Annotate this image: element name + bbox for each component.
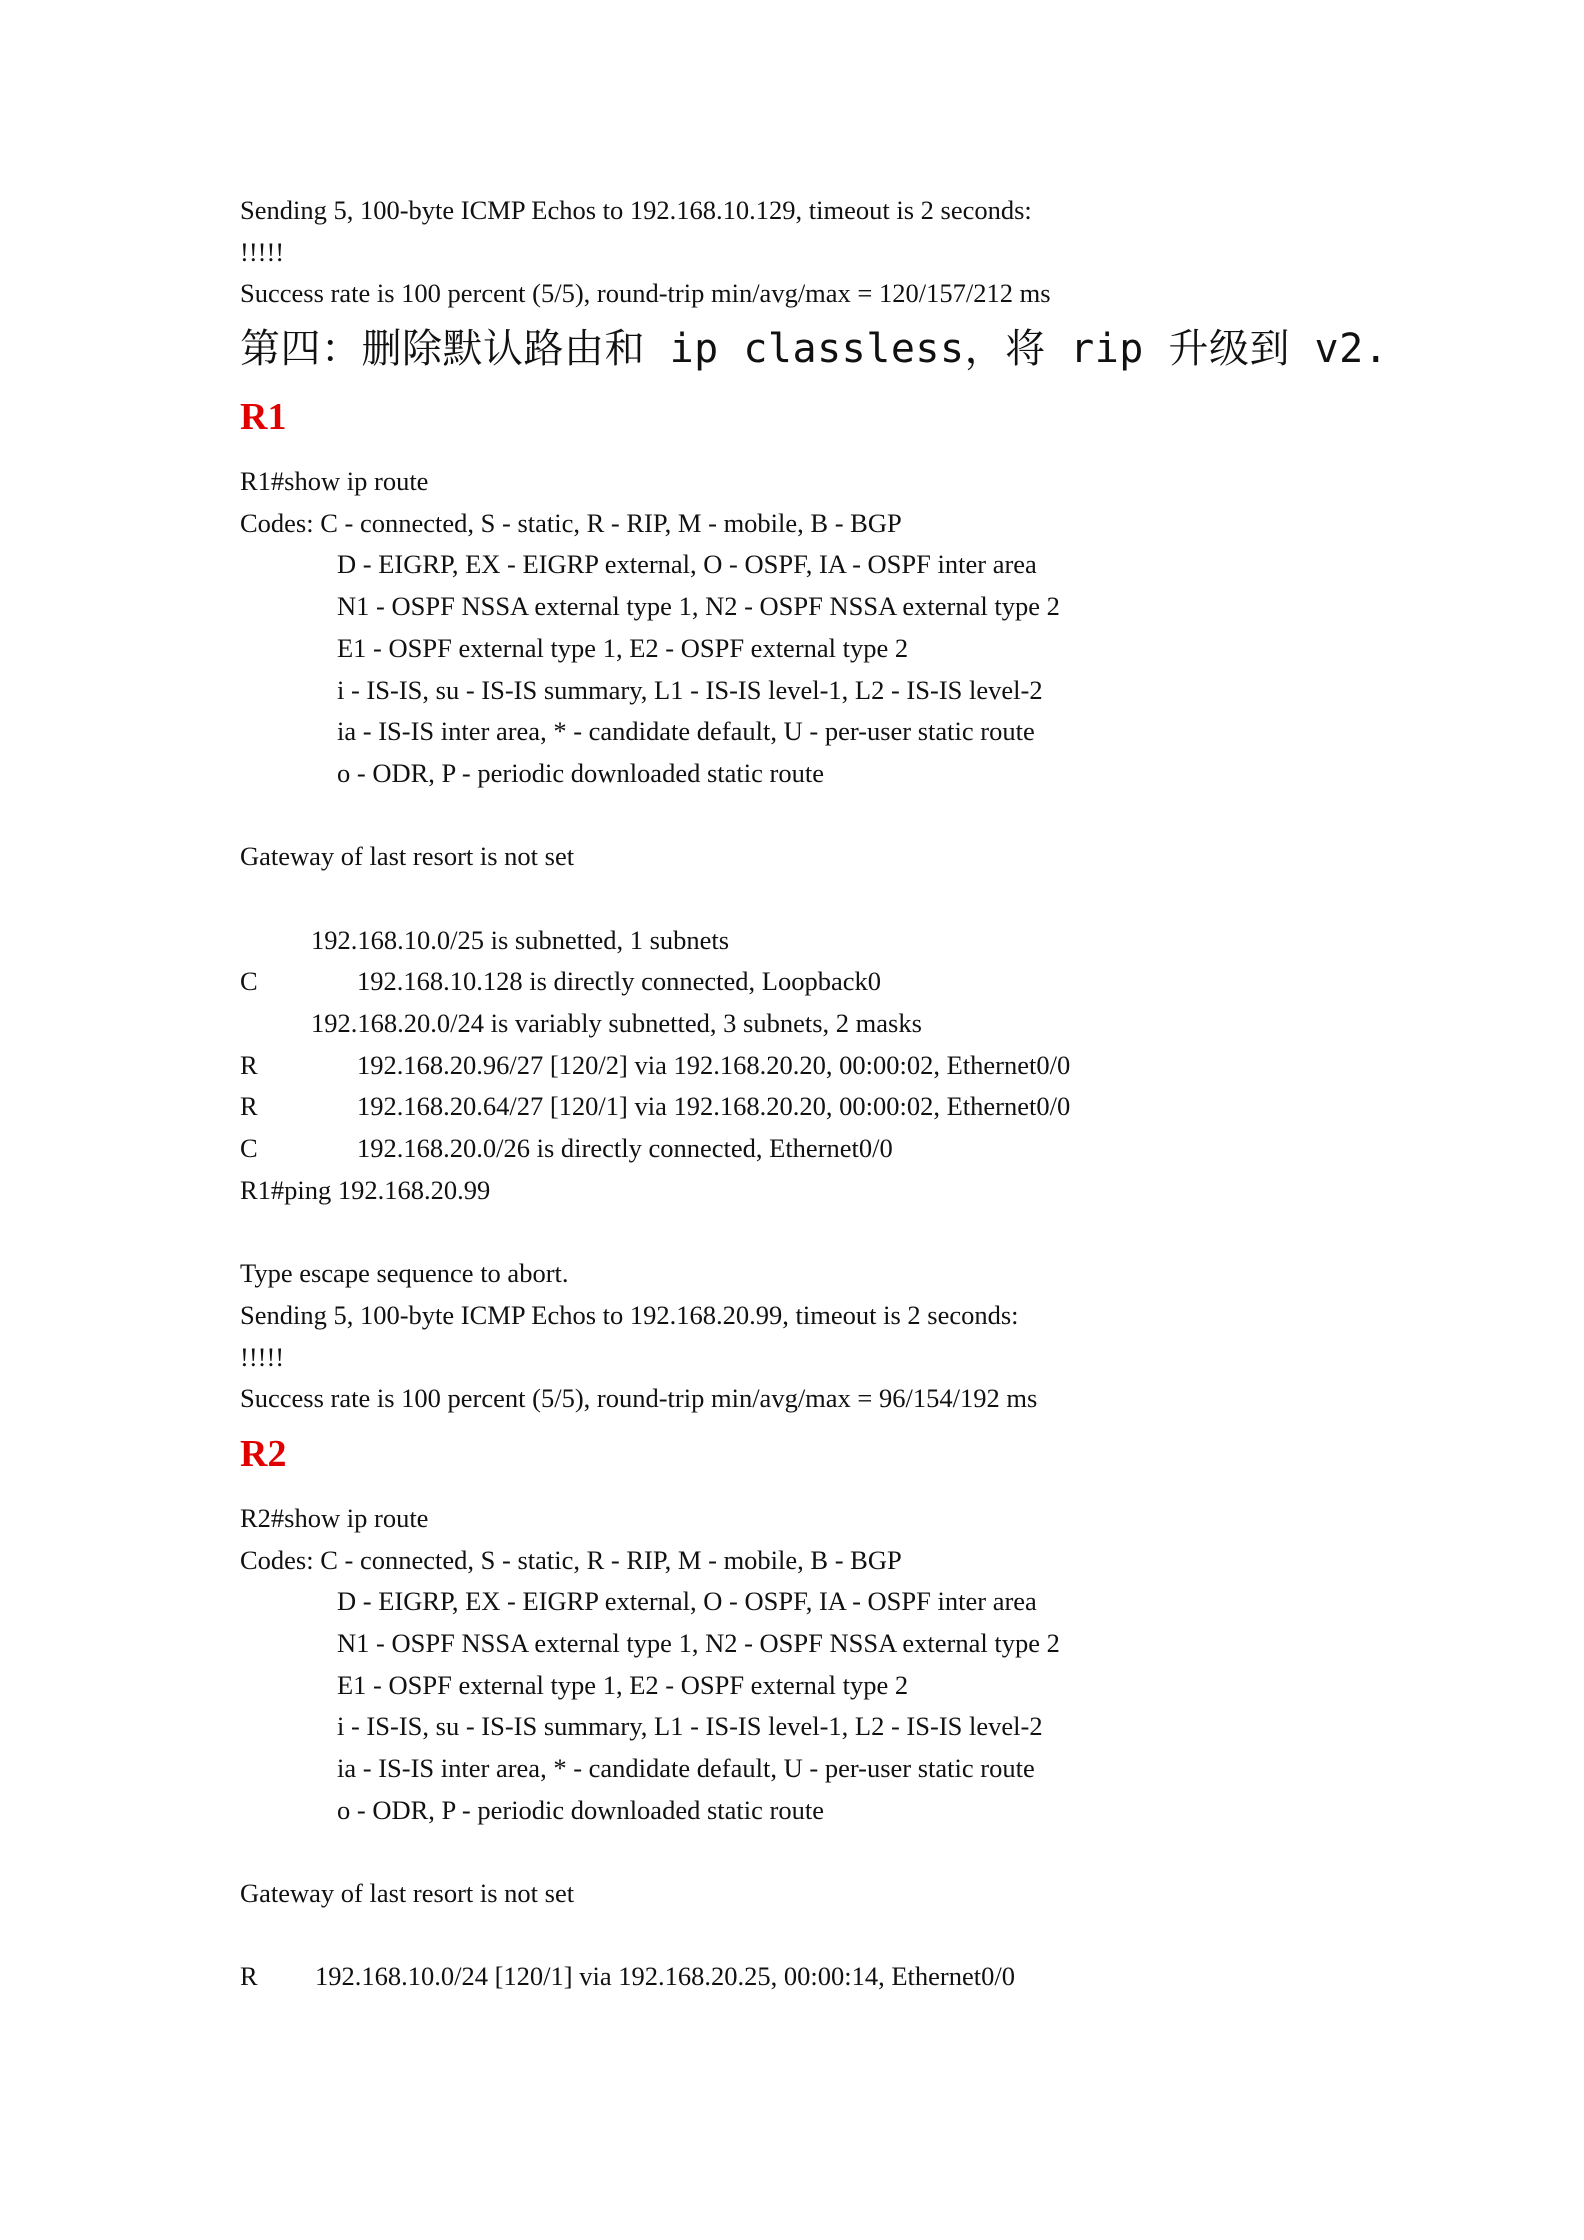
route-text: 192.168.10.0/24 [120/1] via 192.168.20.25, 00:00:14, Ethernet0/0 <box>315 1961 1015 1992</box>
spacer <box>240 878 1490 920</box>
router-title-r1: R1 <box>240 396 287 439</box>
r2-show-command: R2#show ip route <box>240 1502 429 1533</box>
route-code: C <box>240 966 258 997</box>
section-heading: 第四：删除默认路由和 ip classless，将 rip 升级到 v2. <box>240 326 1389 373</box>
router-title-r2: R2 <box>240 1432 287 1475</box>
route-text: 192.168.20.0/26 is directly connected, Ethernet0/0 <box>357 1133 893 1164</box>
route-code: C <box>240 1133 258 1164</box>
route-row <box>240 1956 1490 1998</box>
r2-codes-line: ia - IS-IS inter area, * - candidate default, U - per-user static route <box>337 1753 1035 1783</box>
r1-gateway-line: Gateway of last resort is not set <box>240 841 575 872</box>
r1-codes-line: D - EIGRP, EX - EIGRP external, O - OSPF, IA - OSPF inter area <box>337 549 1037 580</box>
spacer <box>240 795 1490 837</box>
spacer <box>240 1211 1490 1253</box>
r1-codes-line: o - ODR, P - periodic downloaded static route <box>337 757 824 788</box>
r1-codes-line: ia - IS-IS inter area, * - candidate default, U - per-user static route <box>337 716 1035 747</box>
r1-codes-line: Codes: C - connected, S - static, R - RIP, M - mobile, B - BGP <box>240 507 902 538</box>
r1-net2-header: 192.168.20.0/24 is variably subnetted, 3 subnets, 2 masks <box>311 1008 922 1038</box>
document-page <box>240 190 1490 1998</box>
spacer <box>240 1831 1490 1873</box>
route-code: R <box>240 1961 258 1992</box>
r1-ping-line: Sending 5, 100-byte ICMP Echos to 192.168.20.99, timeout is 2 seconds: <box>240 1299 1019 1330</box>
route-text: 192.168.20.64/27 [120/1] via 192.168.20.20, 00:00:02, Ethernet0/0 <box>357 1091 1071 1122</box>
r2-codes-line: N1 - OSPF NSSA external type 1, N2 - OSPF NSSA external type 2 <box>337 1627 1060 1658</box>
ping-success-line: Success rate is 100 percent (5/5), round-trip min/avg/max = 120/157/212 ms <box>240 278 1051 309</box>
r2-codes-line: i - IS-IS, su - IS-IS summary, L1 - IS-IS level-1, L2 - IS-IS level-2 <box>337 1711 1043 1742</box>
r1-show-command: R1#show ip route <box>240 466 429 497</box>
route-code: R <box>240 1091 258 1122</box>
ping-result-marks: !!!!! <box>240 236 285 267</box>
ping-sending-line: Sending 5, 100-byte ICMP Echos to 192.168.10.129, timeout is 2 seconds: <box>240 195 1032 225</box>
r1-net1-header: 192.168.10.0/25 is subnetted, 1 subnets <box>311 924 730 955</box>
r2-codes-line: o - ODR, P - periodic downloaded static route <box>337 1794 824 1825</box>
r1-codes-line: E1 - OSPF external type 1, E2 - OSPF external type 2 <box>337 632 909 663</box>
r2-codes-line: E1 - OSPF external type 1, E2 - OSPF external type 2 <box>337 1669 909 1700</box>
route-row <box>240 1128 1490 1170</box>
route-row <box>240 961 1490 1003</box>
route-row <box>240 1086 1490 1128</box>
r2-gateway-line: Gateway of last resort is not set <box>240 1878 575 1909</box>
r1-codes-line: i - IS-IS, su - IS-IS summary, L1 - IS-IS level-1, L2 - IS-IS level-2 <box>337 674 1043 705</box>
r1-ping-line: !!!!! <box>240 1341 285 1372</box>
route-code: R <box>240 1049 258 1080</box>
spacer <box>240 1915 1490 1957</box>
r1-ping-command: R1#ping 192.168.20.99 <box>240 1174 491 1205</box>
r1-codes-line: N1 - OSPF NSSA external type 1, N2 - OSPF NSSA external type 2 <box>337 591 1060 622</box>
route-text: 192.168.20.96/27 [120/2] via 192.168.20.20, 00:00:02, Ethernet0/0 <box>357 1049 1071 1080</box>
route-text: 192.168.10.128 is directly connected, Loopback0 <box>357 966 881 997</box>
r1-ping-line: Type escape sequence to abort. <box>240 1258 569 1289</box>
route-row <box>240 1045 1490 1087</box>
r1-ping-line: Success rate is 100 percent (5/5), round-trip min/avg/max = 96/154/192 ms <box>240 1383 1038 1414</box>
r2-codes-line: D - EIGRP, EX - EIGRP external, O - OSPF, IA - OSPF inter area <box>337 1586 1037 1617</box>
r2-codes-line: Codes: C - connected, S - static, R - RIP, M - mobile, B - BGP <box>240 1544 902 1575</box>
